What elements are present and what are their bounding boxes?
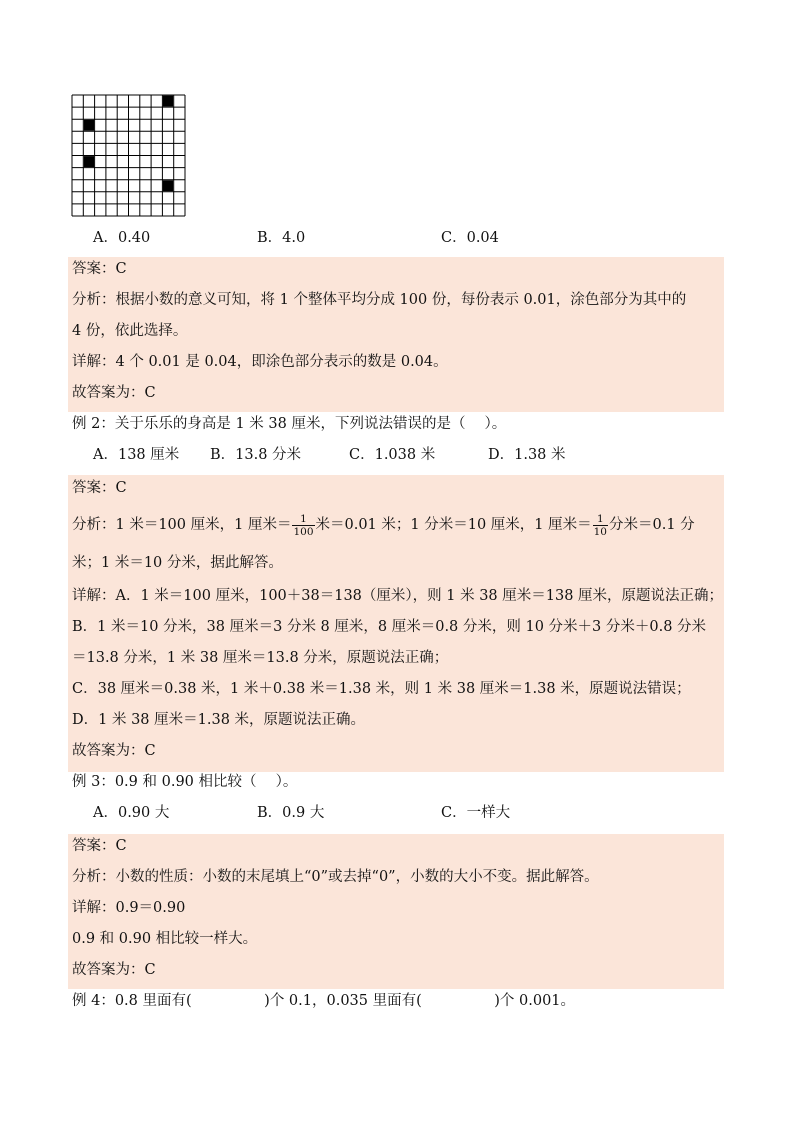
ex2-analysis-line2: 米；1 米＝10 分米，据此解答。 [72, 555, 283, 571]
ex3-answer: 答案：C [72, 838, 127, 854]
ex2-detail-line5: D．1 米 38 厘米＝1.38 米，原题说法正确。 [72, 712, 366, 728]
ex4-question: 例 4：0.8 里面有( )个 0.1，0.035 里面有( )个 0.001。 [72, 993, 576, 1009]
ex2-detail-line1: 详解：A．1 米＝100 厘米，100＋38＝138（厘米），则 1 米 38 厘米＝138 厘米，原题说法正确； [72, 588, 724, 604]
ex1-final-answer: 故答案为：C [72, 385, 156, 401]
ex3-analysis: 分析：小数的性质：小数的末尾填上“0”或去掉“0”，小数的大小不变。据此解答。 [72, 869, 599, 885]
ex2-option-d: D．1.38 米 [488, 447, 566, 463]
ex2-answer: 答案：C [72, 480, 127, 496]
fraction-one-hundredth [292, 513, 314, 538]
ex2-analysis-text-c: 分米＝0.1 分 [609, 517, 695, 533]
ex2-question: 例 2：关于乐乐的身高是 1 米 38 厘米，下列说法错误的是（ ）。 [72, 416, 507, 432]
ex3-option-c: C．一样大 [441, 805, 511, 821]
shaded-cell [163, 180, 173, 191]
ex2-detail-line4: C．38 厘米＝0.38 米，1 米＋0.38 米＝1.38 米，则 1 米 38 厘米＝1.38 米，原题说法错误； [72, 681, 691, 697]
ex2-analysis-text-a: 分析：1 米＝100 厘米，1 厘米＝ [72, 517, 292, 533]
ex2-option-a: A．138 厘米 [93, 447, 180, 463]
ex2-analysis-line1 [72, 508, 695, 542]
ex2-analysis-text-b: 米＝0.01 米；1 分米＝10 厘米，1 厘米＝ [315, 517, 592, 533]
ex2-final-answer: 故答案为：C [72, 743, 156, 759]
fraction-numerator: 1 [292, 513, 314, 526]
fraction-numerator: 1 [593, 513, 608, 526]
ex2-option-c: C．1.038 米 [349, 447, 436, 463]
shaded-cell [163, 96, 173, 107]
ex2-option-b: B．13.8 分米 [210, 447, 302, 463]
ex2-detail-line3: ＝13.8 分米，1 米 38 厘米＝13.8 分米，原题说法正确； [72, 650, 449, 666]
ex3-option-b: B．0.9 大 [257, 805, 325, 821]
fraction-denominator: 10 [593, 525, 607, 538]
shaded-cell [84, 120, 94, 131]
ex3-final-answer: 故答案为：C [72, 962, 156, 978]
ex1-answer: 答案：C [72, 261, 127, 277]
shaded-cell [84, 156, 94, 167]
ex3-detail-line1: 详解：0.9＝0.90 [72, 900, 186, 916]
ex1-detail: 详解：4 个 0.01 是 0.04，即涂色部分表示的数是 0.04。 [72, 354, 448, 370]
ex3-detail-line2: 0.9 和 0.90 相比较一样大。 [72, 931, 258, 947]
ex1-option-a: A．0.40 [93, 230, 151, 246]
fraction-one-tenth [593, 513, 608, 538]
ex1-analysis-line2: 4 份，依此选择。 [72, 323, 188, 339]
ex3-option-a: A．0.90 大 [93, 805, 170, 821]
hundred-grid [71, 94, 186, 217]
ex2-detail-line2: B．1 米＝10 分米，38 厘米＝3 分米 8 厘米，8 厘米＝0.8 分米，则 10 分米＋3 分米＋0.8 分米 [72, 619, 707, 635]
ex1-option-c: C．0.04 [441, 230, 499, 246]
decimal-grid-figure [71, 94, 186, 217]
ex1-option-b: B．4.0 [257, 230, 306, 246]
ex3-question: 例 3：0.9 和 0.90 相比较（ ）。 [72, 774, 298, 790]
fraction-denominator: 100 [293, 525, 314, 538]
ex1-analysis-line1: 分析：根据小数的意义可知，将 1 个整体平均分成 100 份，每份表示 0.01，涂色部分为其中的 [72, 292, 687, 308]
